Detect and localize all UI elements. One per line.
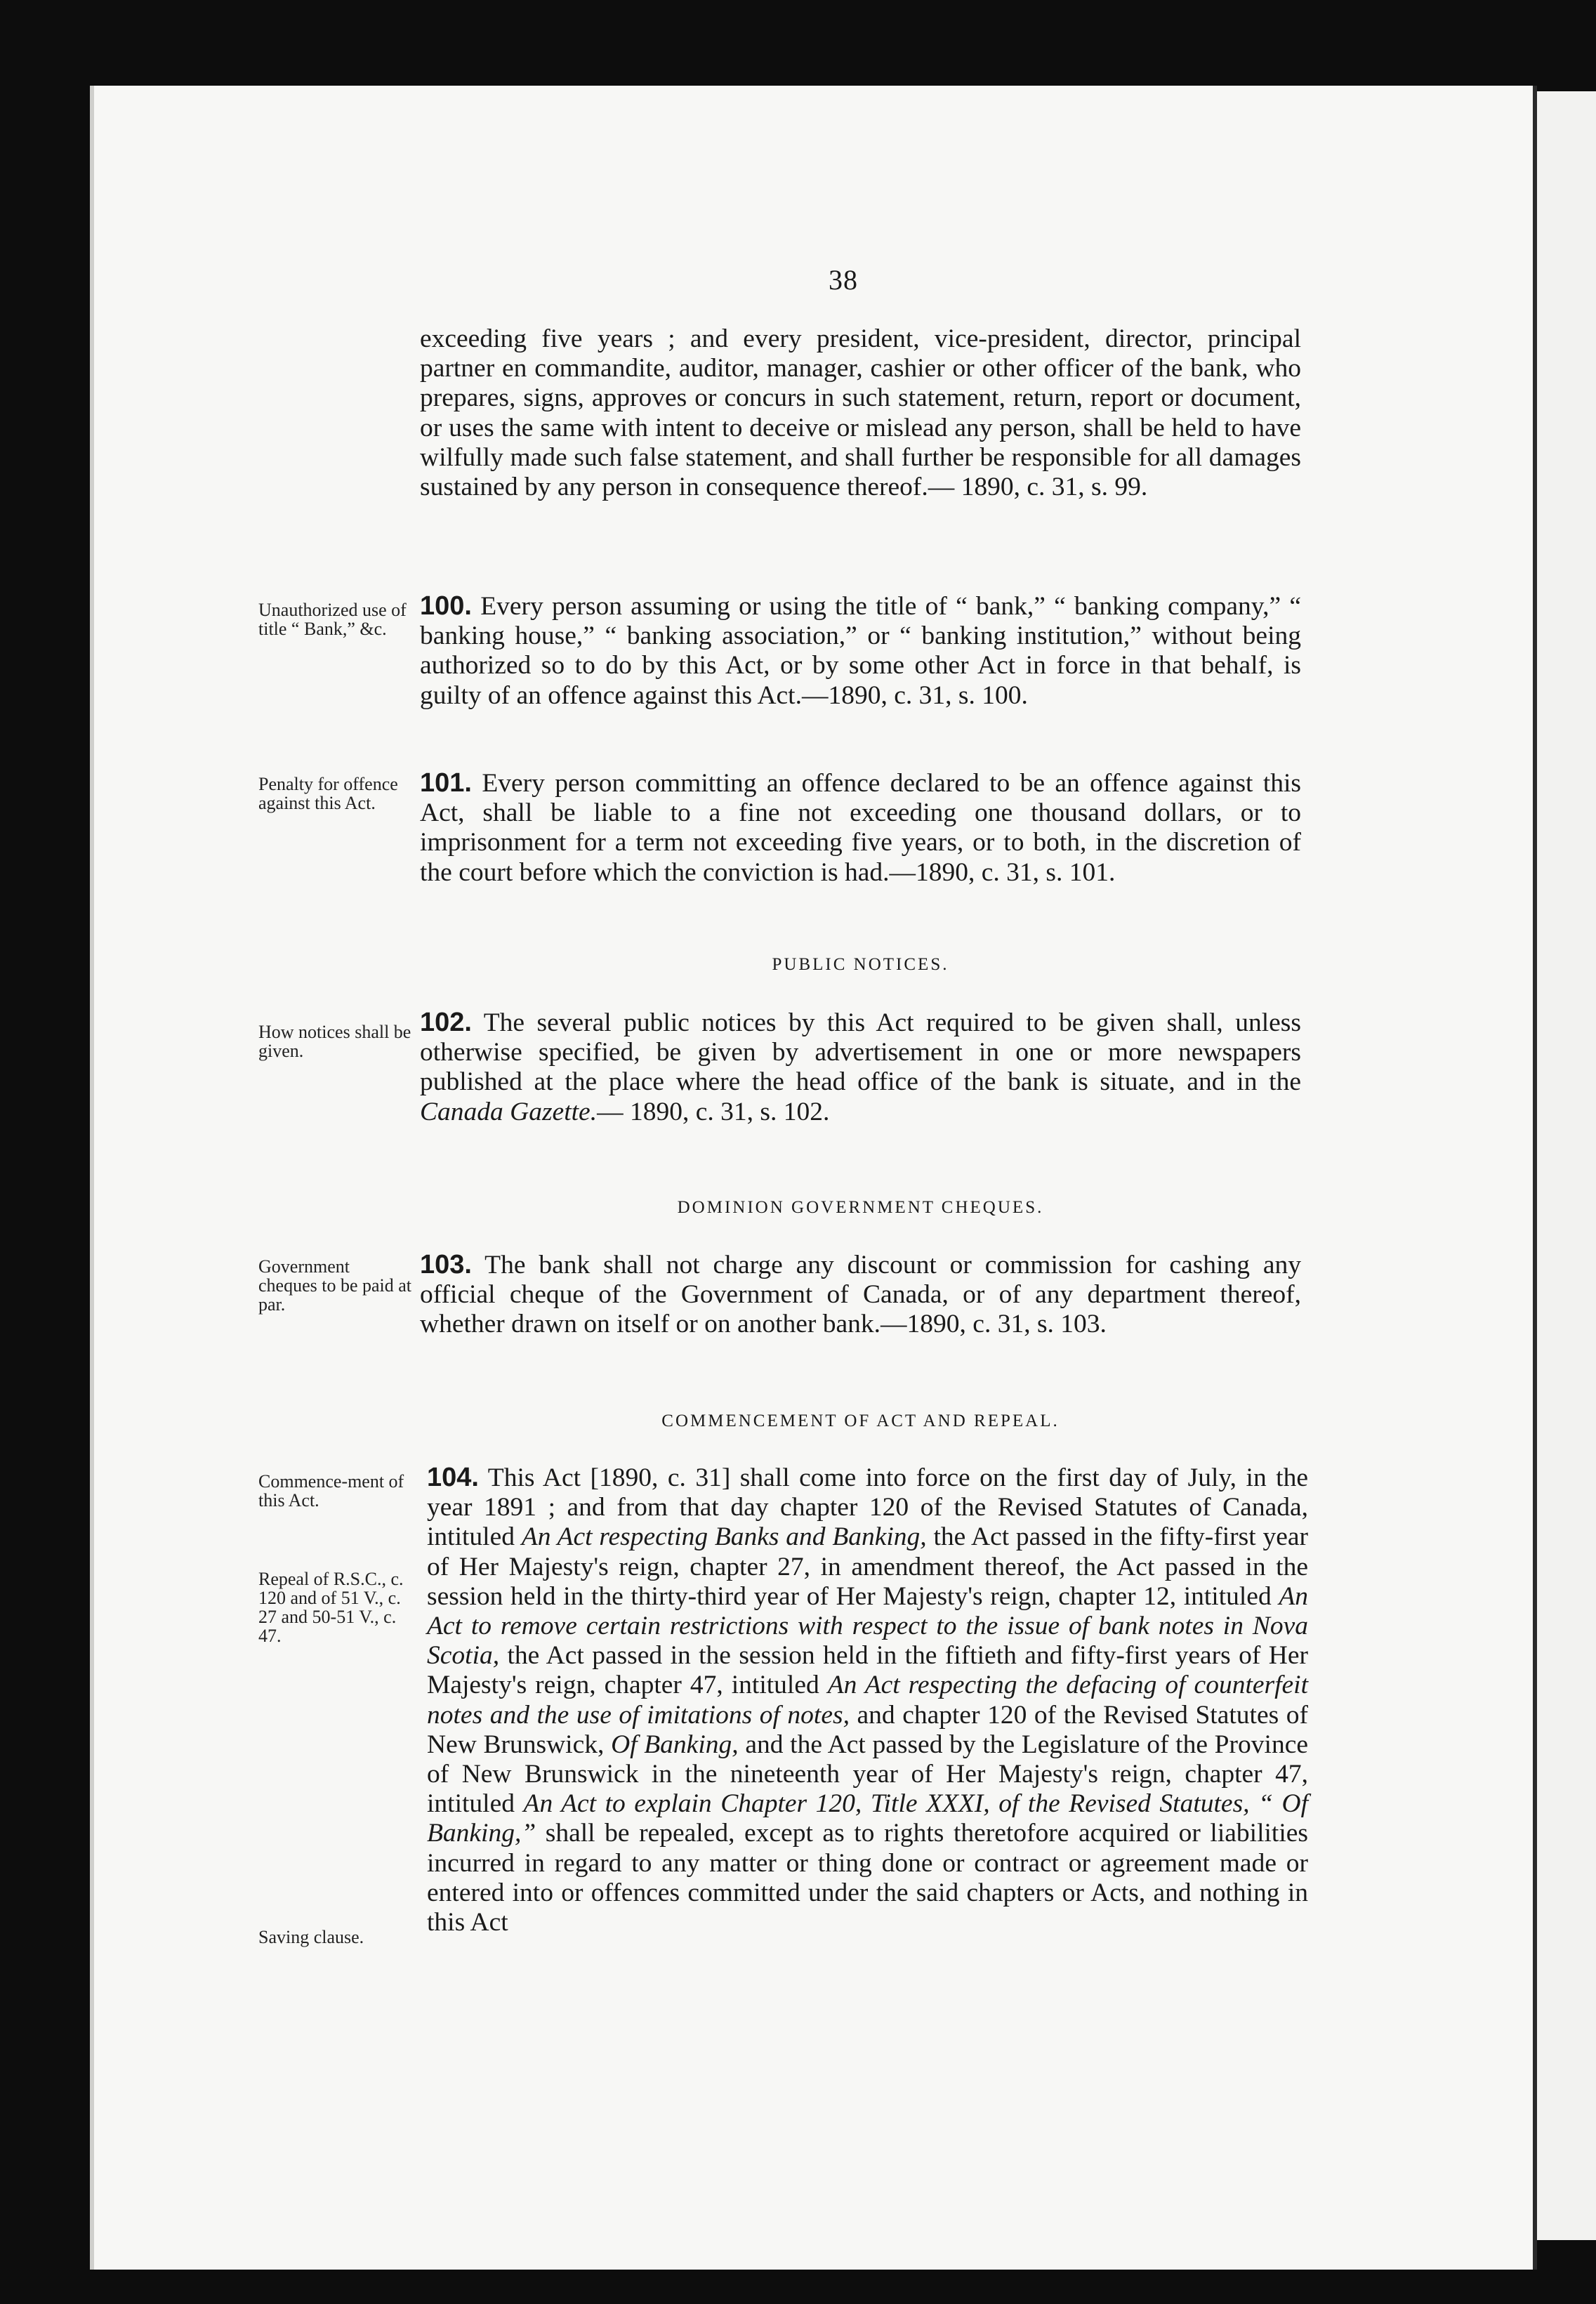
margin-note-100: Unauthorized use of title “ Bank,” &c. <box>258 600 407 639</box>
section-number: 102. <box>420 1008 472 1037</box>
section-103 <box>420 1250 1301 1340</box>
section-text: The bank shall not charge any discount or commission for cashing any official cheque of the Government of Canada, or of any department thereof, whether drawn on itself or on another bank.—1890, c. 31, s. 103. <box>420 1251 1301 1339</box>
section-text: and chapter 120 of the Revised Statutes of New Brunswick, <box>427 1700 1308 1759</box>
margin-note-104-saving: Saving clause. <box>258 1927 364 1947</box>
section-text-italic: An Act respecting Banks and Banking, <box>521 1522 927 1552</box>
section-text-italic: Of Banking, <box>611 1730 739 1759</box>
facing-page-sliver <box>1537 91 1596 2240</box>
margin-note-104-commencement: Commence-ment of this Act. <box>258 1471 404 1510</box>
section-text: The several public notices by this Act required to be given shall, unless otherwise specified, be given by advertisement in one or more newspapers published at the place where the head office of the bank is situate, and in the <box>420 1008 1301 1097</box>
section-text-italic: An Act to explain Chapter 120, Title XXXI, of the Revised Statutes, “ Of Banking,” <box>427 1789 1308 1848</box>
section-text-italic: An Act respecting the defacing of counterfeit notes and the use of imitations of notes, <box>427 1671 1309 1730</box>
page-number: 38 <box>829 264 858 296</box>
section-104 <box>427 1463 1308 1937</box>
section-101 <box>420 768 1301 888</box>
section-text-italic: An Act to remove certain restrictions with respect to the issue of bank notes in Nova Scotia, <box>427 1581 1308 1671</box>
section-text-italic: Canada Gazette. <box>420 1097 598 1126</box>
margin-note-101: Penalty for offence against this Act. <box>258 774 398 813</box>
margin-note-102: How notices shall be given. <box>258 1022 411 1061</box>
section-text: Every person assuming or using the title of “ bank,” “ banking company,” “ banking house,” “ banking association,” or “ banking institution,” without being authorized so to do by this Act, or by some other Act in force in that behalf, is guilty of an offence against this Act.—1890, c. 31, s. 100. <box>420 592 1301 710</box>
section-text: the Act passed in the fifty-first year of Her Majesty's reign, chapter 27, in amendment thereof, the Act passed in the session held in the thirty-third year of Her Majesty's reign, chapter 12, intituled <box>427 1522 1308 1611</box>
section-text: This Act [1890, c. 31] shall come into force on the first day of July, in the year 1891 ; and from that day chapter 120 of the Revised Statutes of Canada, intituled <box>427 1463 1308 1552</box>
section-100 <box>420 591 1301 711</box>
section-text: and the Act passed by the Legislature of the Province of New Brunswick in the nineteenth year of Her Majesty's reign, chapter 47, intituled <box>427 1730 1308 1819</box>
intro-paragraph: exceeding five years ; and every president, vice-president, director, principal partner en commandite, auditor, manager, cashier or other officer of the bank, who prepares, signs, approves or concurs in such statement, return, report or document, or uses the same with intent to deceive or mislead any person, shall be held to have wilfully made such false statement, and shall further be responsible for all damages sustained by any person in consequence thereof.— 1890, c. 31, s. 99. <box>420 324 1301 502</box>
section-text: the Act passed in the session held in the fiftieth and fifty-first years of Her Majesty's reign, chapter 47, intituled <box>427 1641 1309 1700</box>
margin-note-103: Government cheques to be paid at par. <box>258 1256 412 1315</box>
section-number: 104. <box>427 1463 479 1492</box>
section-text: — 1890, c. 31, s. 102. <box>597 1097 830 1126</box>
section-text: shall be repealed, except as to rights theretofore acquired or liabilities incurred in regard to any matter or thing done or contract or agreement made or entered into or offences committed under the said chapters or Acts, and nothing in this Act <box>427 1819 1308 1937</box>
margin-note-104-repeal: Repeal of R.S.C., c. 120 and of 51 V., c. 27 and 50-51 V., c. 47. <box>258 1569 404 1646</box>
heading-dominion-cheques: DOMINION GOVERNMENT CHEQUES. <box>677 1198 1044 1217</box>
section-102 <box>420 1008 1301 1127</box>
heading-commencement: COMMENCEMENT OF ACT AND REPEAL. <box>661 1411 1060 1430</box>
section-number: 101. <box>420 768 472 798</box>
section-text: Every person committing an offence declared to be an offence against this Act, shall be liable to a fine not exceeding one thousand dollars, or to imprisonment for a term not exceeding five years, or to both, in the discretion of the court before which the conviction is had.—1890, c. 31, s. 101. <box>420 769 1302 887</box>
heading-public-notices: PUBLIC NOTICES. <box>772 955 949 974</box>
section-number: 100. <box>420 591 472 621</box>
section-number: 103. <box>420 1250 472 1279</box>
